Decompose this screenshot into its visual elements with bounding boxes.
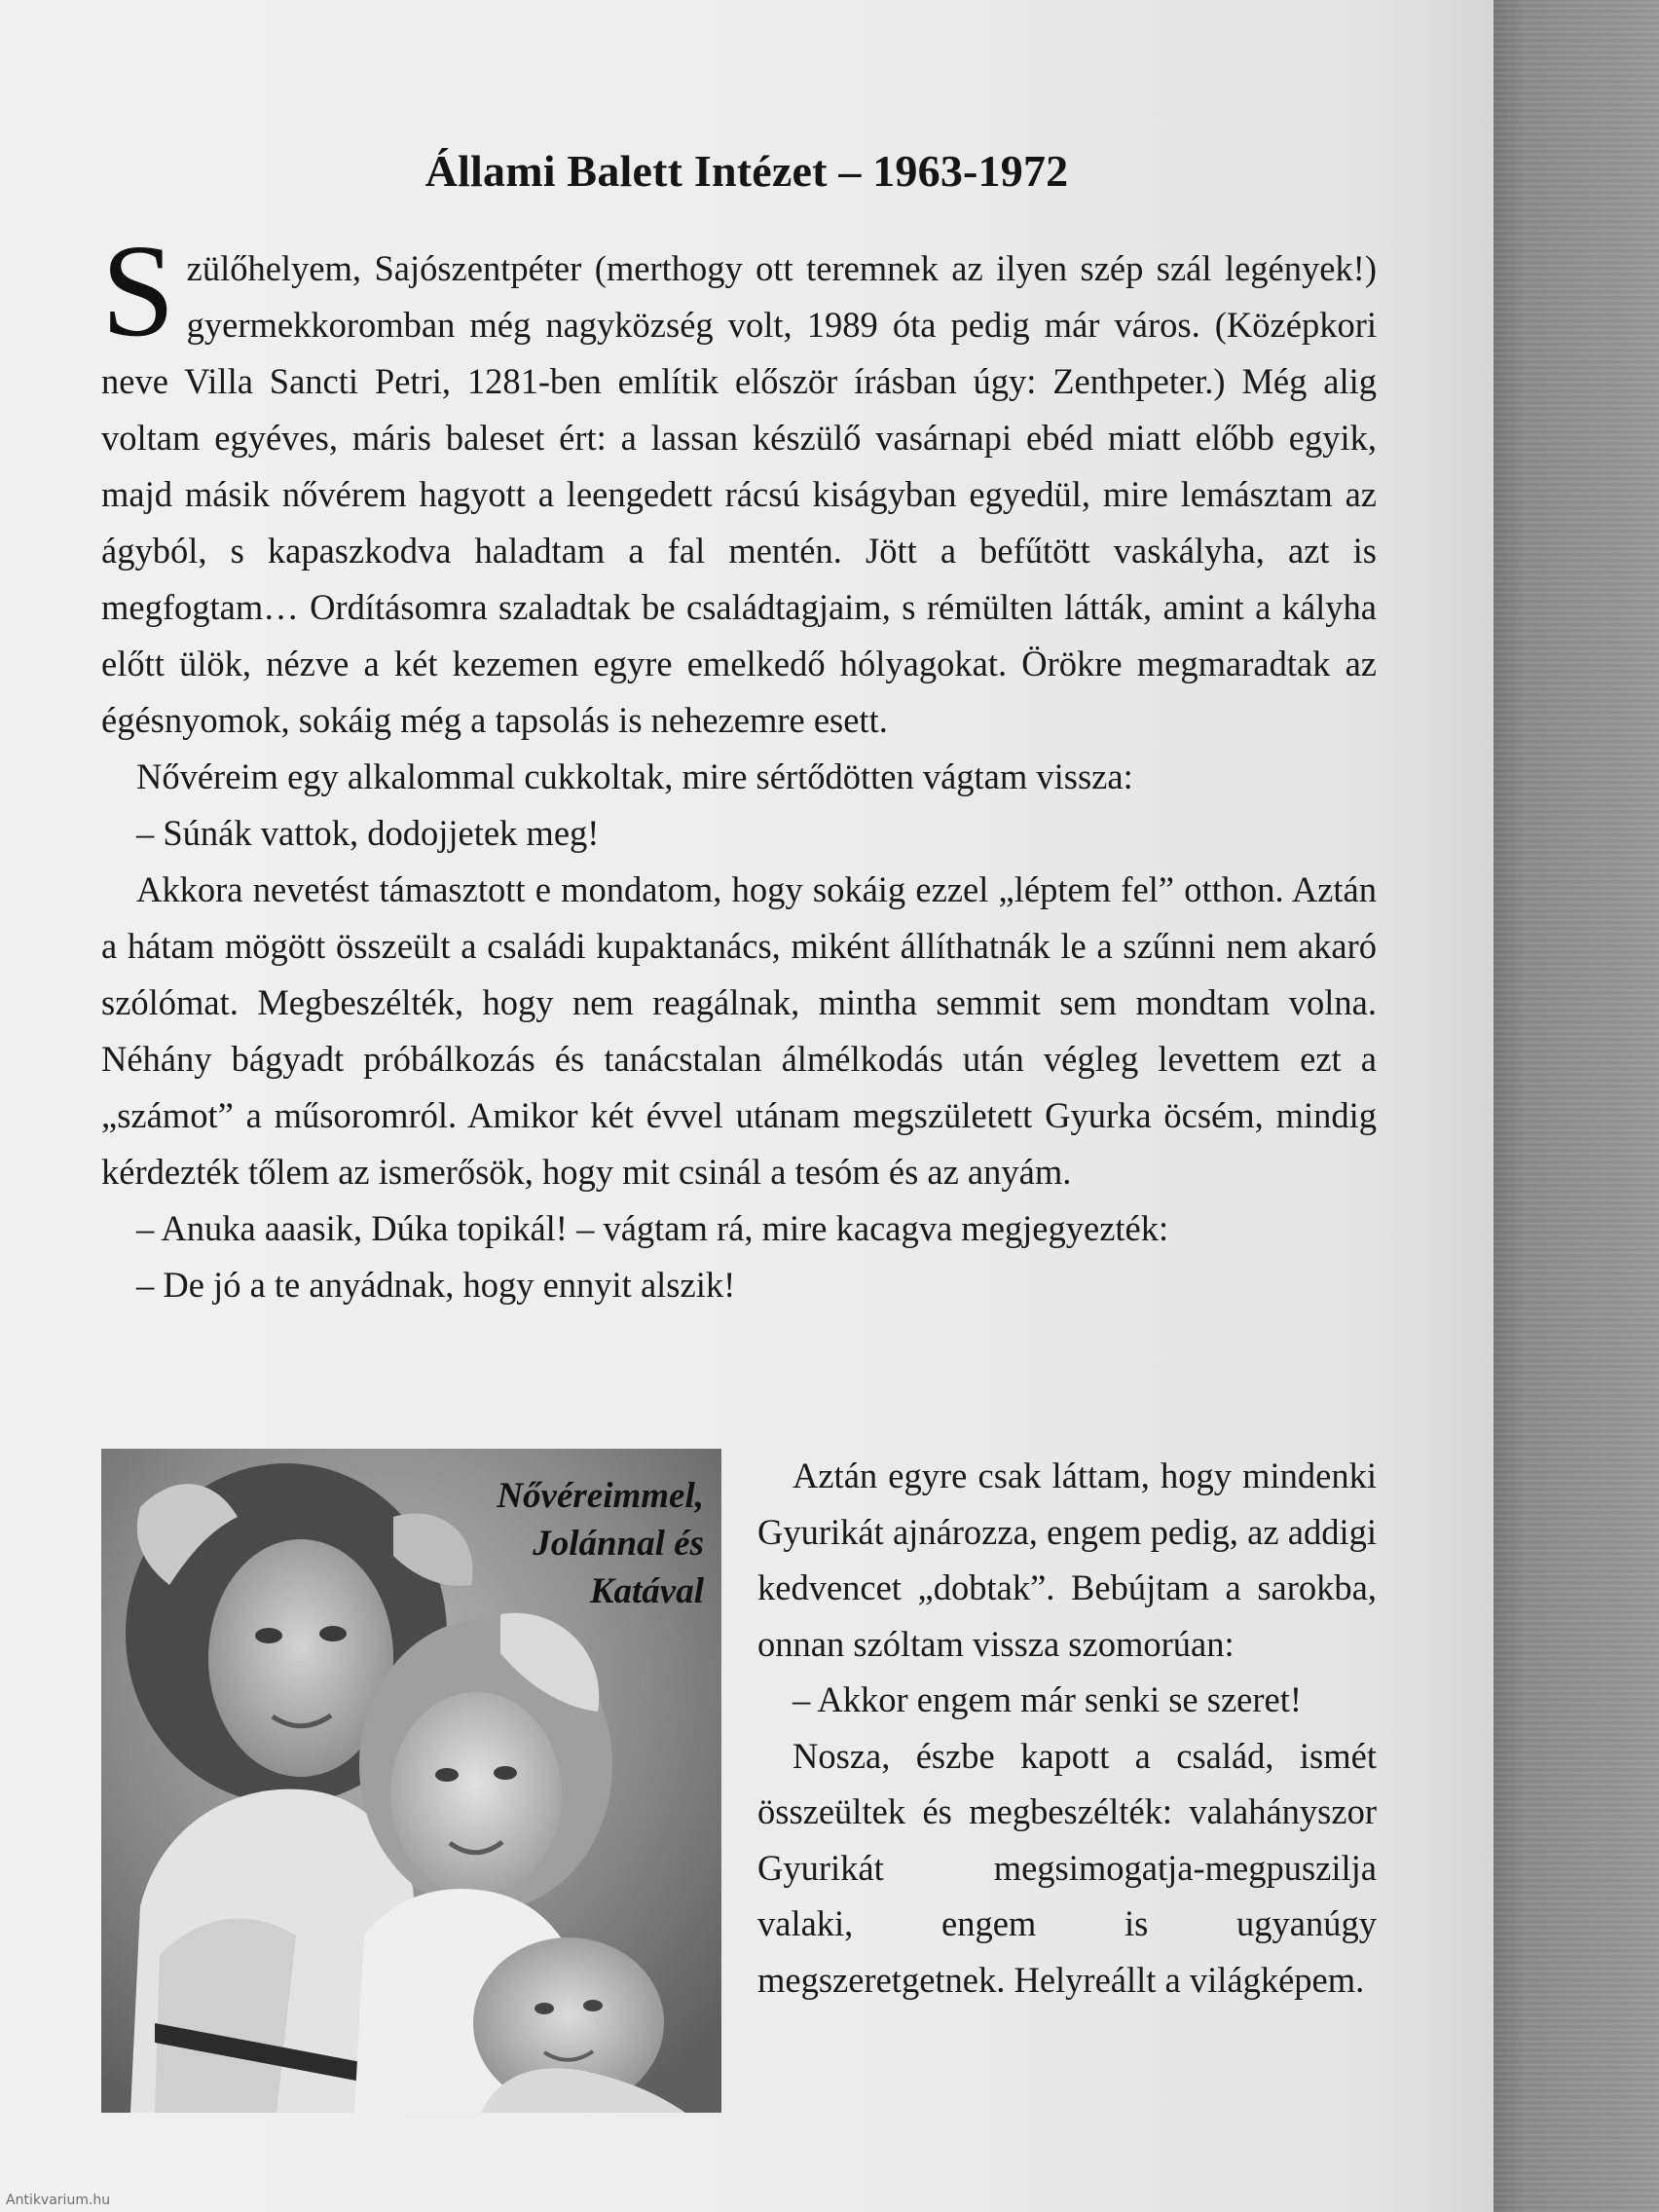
paragraph-2: Nővéreim egy alkalommal cukkoltak, mire sértődötten vágtam vissza: xyxy=(136,756,1133,796)
paragraph-1-text: zülőhelyem, Sajószentpéter (merthogy ott teremnek az ilyen szép szál legények!) gyermekkoromban még nagyközség volt, 1989 óta pedig már város. (Középkori neve Villa Sancti Petri, 1281-ben említik először írásban úgy: Zenthpeter.) Még alig voltam egyéves, máris baleset ért: a lassan készülő vasárnapi ebéd miatt előbb egyik, majd másik nővérem hagyott a leengedett rácsú kiságyban egyedül, mire lemásztam az ágyból, s kapaszkodva haladtam a fal mentén. Jött a befűtött vaskályha, azt is megfogtam… Ordításomra szaladtak be családtagjaim, s rémülten látták, amint a kályha előtt ülök, nézve a két kezemen egyre emelkedő hólyagokat. Örökre megmaradtak az égésnyomok, sokáig még a tapsolás is nehezemre esett. xyxy=(101,248,1377,740)
drop-cap: S xyxy=(101,218,175,364)
family-photo xyxy=(101,1449,721,2113)
side-text-column xyxy=(757,1448,1377,2008)
main-text-column xyxy=(101,218,1377,1313)
side-paragraph-3: Nosza, észbe kapott a család, ismét összeültek és megbeszélték: valahányszor Gyurikát megsimogatja-megpuszilja valaki, engem is ugyanúgy megszeretgetnek. Helyreállt a világképem. xyxy=(757,1735,1377,2000)
paragraph-1 xyxy=(101,218,1377,749)
page-edge-shadow xyxy=(1493,0,1659,2212)
caption-line-1: Nővéreimmel, xyxy=(497,1476,704,1516)
chapter-title: Állami Balett Intézet – 1963-1972 xyxy=(424,145,1069,196)
side-paragraph-1: Aztán egyre csak láttam, hogy mindenki Gyurikát ajnározza, engem pedig, az addigi kedvencet „dobtak”. Bebújtam a sarokba, onnan szóltam vissza szomorúan: xyxy=(757,1456,1377,1664)
paragraph-4: Akkora nevetést támasztott e mondatom, hogy sokáig ezzel „léptem fel” otthon. Aztán a hátam mögött összeült a családi kupaktanács, miként állíthatnák le a szűnni nem akaró szólómat. Megbeszélték, hogy nem reagálnak, mintha semmit sem mondtam volna. Néhány bágyadt próbálkozás és tanácstalan álmélkodás után végleg levettem ezt a „számot” a műsoromról. Amikor két évvel utánam megszületett Gyurka öcsém, mindig kérdezték tőlem az ismerősök, hogy mit csinál a tesóm és az anyám. xyxy=(101,869,1377,1192)
paragraph-5: – Anuka aaasik, Dúka topikál! – vágtam rá, mire kacagva megjegyezték: xyxy=(136,1208,1169,1248)
side-paragraph-2: – Akkor engem már senki se szeret! xyxy=(793,1679,1302,1719)
watermark: Antikvarium.hu xyxy=(6,2193,111,2208)
paragraph-6: – De jó a te anyádnak, hogy ennyit alszik! xyxy=(136,1265,736,1305)
photo-caption xyxy=(451,1472,704,1615)
paragraph-3: – Súnák vattok, dodojjetek meg! xyxy=(136,813,600,853)
caption-line-3: Katával xyxy=(589,1571,704,1611)
caption-line-2: Jolánnal és xyxy=(533,1524,704,1564)
